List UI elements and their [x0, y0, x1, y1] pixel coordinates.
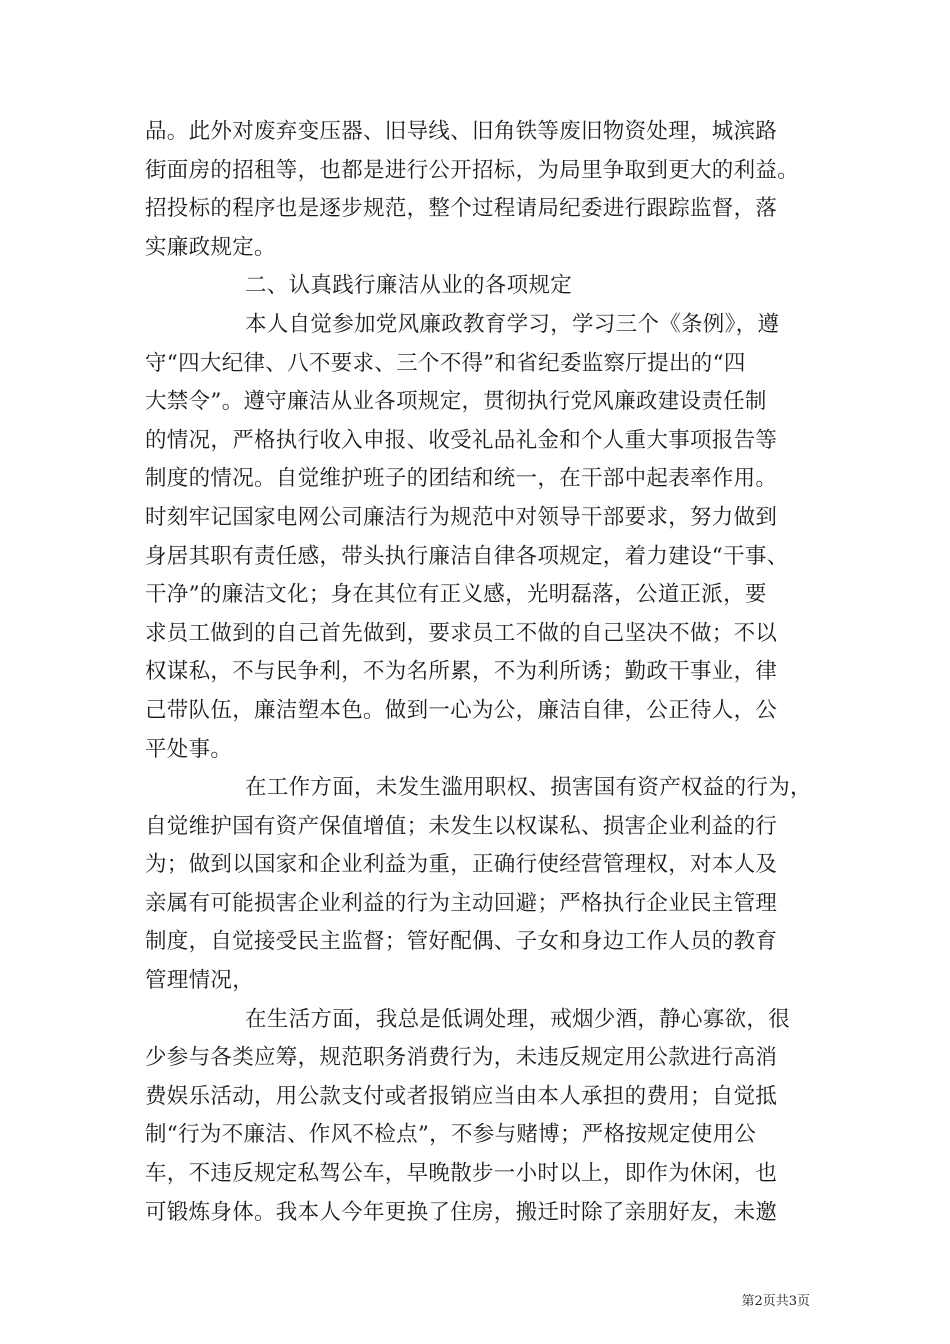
text-line-27: 制“行为不廉洁、作风不检点”，不参与赌博；严格按规定使用公 — [145, 1122, 757, 1148]
text-line-1: 品。此外对废弃变压器、旧导线、旧角铁等废旧物资处理，城滨路 — [145, 119, 778, 144]
text-line-24: 在生活方面，我总是低调处理，戒烟少酒，静心寡欲，很 — [245, 1006, 791, 1032]
text-line-17: 平处事。 — [145, 736, 233, 762]
text-line-18: 在工作方面，未发生滥用职权、损害国有资产权益的行为， — [245, 775, 812, 801]
text-line-23: 管理情况， — [145, 968, 255, 994]
text-line-4: 实廉政规定。 — [145, 234, 276, 260]
text-line-9: 的情况，严格执行收入申报、收受礼品礼金和个人重大事项报告等 — [145, 427, 778, 453]
section-heading: 二、认真践行廉洁从业的各项规定 — [245, 273, 573, 299]
text-line-11: 时刻牢记国家电网公司廉洁行为规范中对领导干部要求，努力做到 — [145, 504, 778, 530]
text-line-7: 守“四大纪律、八不要求、三个不得”和省纪委监察厅提出的“四 — [145, 350, 746, 376]
text-line-8: 大禁令”。遵守廉洁从业各项规定，贯彻执行党风廉政建设责任制 — [145, 389, 767, 415]
text-line-21: 亲属有可能损害企业利益的行为主动回避；严格执行企业民主管理 — [145, 890, 778, 916]
text-line-12: 身居其职有责任感，带头执行廉洁自律各项规定，着力建设“干事、 — [145, 543, 789, 569]
text-line-26: 费娱乐活动，用公款支付或者报销应当由本人承担的费用；自觉抵 — [145, 1083, 778, 1109]
text-line-13: 干净”的廉洁文化；身在其位有正义感，光明磊落，公道正派，要 — [145, 582, 767, 608]
text-line-3: 招投标的程序也是逐步规范，整个过程请局纪委进行跟踪监督，落 — [145, 196, 778, 222]
text-line-10: 制度的情况。自觉维护班子的团结和统一，在干部中起表率作用。 — [145, 466, 778, 492]
text-line-6: 本人自觉参加党风廉政教育学习，学习三个《条例》，遵 — [245, 311, 780, 337]
text-line-2: 街面房的招租等，也都是进行公开招标，为局里争取到更大的利益。 — [145, 157, 800, 183]
text-line-19: 自觉维护国有资产保值增值；未发生以权谋私、损害企业利益的行 — [145, 813, 778, 839]
text-line-29: 可锻炼身体。我本人今年更换了住房，搬迁时除了亲朋好友，未邀 — [145, 1199, 778, 1225]
text-line-22: 制度，自觉接受民主监督；管好配偶、子女和身边工作人员的教育 — [145, 929, 778, 955]
text-line-28: 车，不违反规定私驾公车，早晚散步一小时以上，即作为休闲，也 — [145, 1161, 778, 1187]
page-number: 第2页共3页 — [741, 1294, 810, 1309]
document-body — [145, 113, 812, 1232]
text-line-16: 己带队伍，廉洁塑本色。做到一心为公，廉洁自律，公正待人，公 — [145, 697, 778, 723]
text-line-25: 少参与各类应筹，规范职务消费行为，未违反规定用公款进行高消 — [145, 1045, 778, 1071]
text-line-15: 权谋私，不与民争利，不为名所累，不为利所诱；勤政干事业，律 — [145, 659, 778, 685]
text-line-20: 为；做到以国家和企业利益为重，正确行使经营管理权，对本人及 — [145, 852, 778, 878]
text-line-14: 求员工做到的自己首先做到，要求员工不做的自己坚决不做；不以 — [145, 620, 778, 646]
